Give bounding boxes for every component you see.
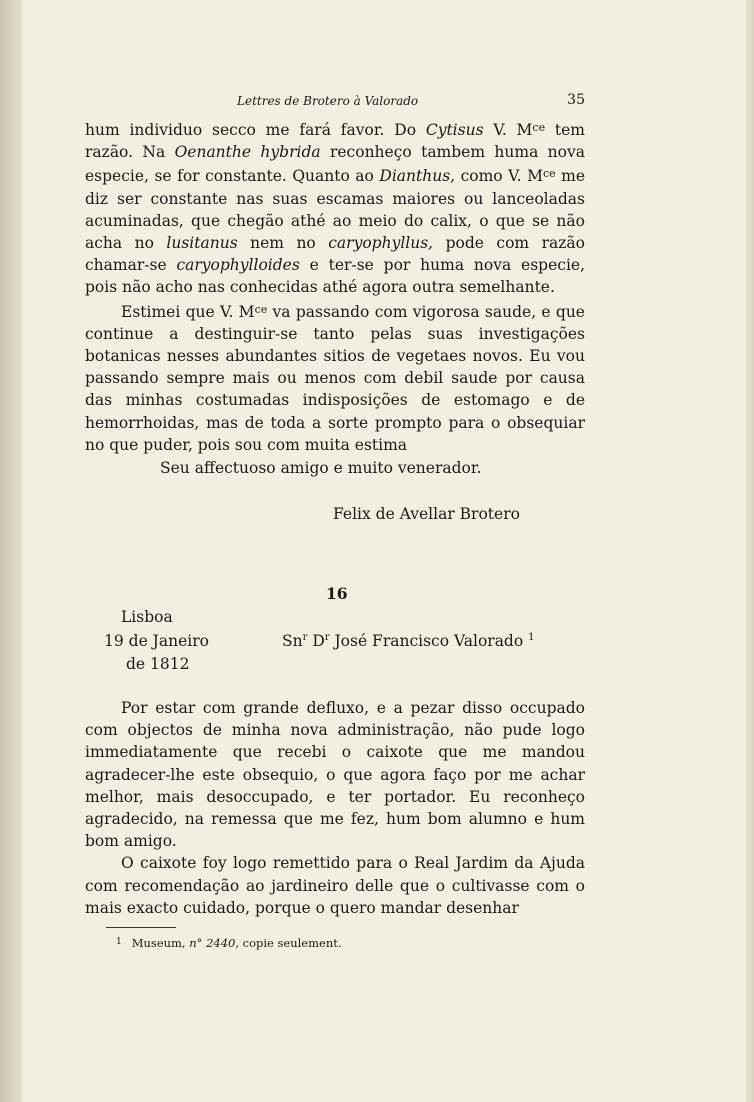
page-number: 35 (567, 92, 585, 108)
recipient-footnote-ref: 1 (528, 632, 535, 643)
footnote-number: 1 (116, 937, 122, 947)
letter-15-body (85, 117, 585, 456)
text-run: me diz ser constante nas suas escamas maiores ou lanceoladas acuminadas, que chegão athé ao meio do calix, o que se não acha no (85, 167, 586, 253)
letter-16-paragraph-1: Por estar com grande defluxo, e a pezar disso occupado com objectos de minha nova administração, não pude logo immediatamente que recebi o caixote que me mandou agradecer-lhe este obsequio, o que agora faço por me achar melhor, mais desoccupado, e ter portador. Eu reconheço agradecido, na remessa que me fez, hum bom alumno e hum bom amigo. (85, 699, 585, 851)
text-run: e ter-se por huma nova especie, pois não acho nas conhecidas athé agora outra semelhante. (85, 256, 585, 297)
letter-recipient (282, 632, 535, 650)
recipient-title-2: D (307, 632, 325, 651)
letter-date-day: 19 de Janeiro (104, 632, 209, 650)
italic-term: lusitanus (166, 234, 238, 253)
recipient-title-1-sup: r (302, 632, 308, 643)
text-run: reconheço tambem huma nova especie, se for constante. Quanto ao (85, 143, 585, 186)
footnote-no: n° (189, 936, 203, 950)
text-run: V. M (483, 121, 533, 139)
header-title: Lettres de Brotero à Valorado (237, 94, 419, 108)
running-header (237, 92, 585, 112)
text-run: tem razão. Na (85, 121, 585, 162)
superscript-abbrev: ce (254, 302, 268, 316)
letter-closing: Seu affectuoso amigo e muito venerador. (160, 459, 482, 477)
italic-term: Oenanthe hybrida (174, 143, 321, 162)
letter-date-year: de 1812 (126, 655, 190, 673)
footnote-num: 2440, (202, 936, 239, 950)
page-right-edge (746, 0, 754, 1102)
footnote-text-prefix: Museum, (131, 936, 190, 950)
recipient-name: José Francisco Valorado (329, 632, 524, 651)
text-run: como V. M (455, 167, 543, 186)
letter-16-body (85, 697, 585, 919)
footnote-rule (106, 927, 176, 928)
recipient-title-2-sup: r (324, 632, 330, 643)
italic-term: caryophylloides (176, 256, 300, 275)
text-run: nem no (237, 234, 329, 253)
text-run: hum individuo secco me fará favor. Do (85, 121, 426, 139)
italic-term: caryophyllus, (328, 234, 434, 253)
footnote (116, 936, 342, 950)
letter-number: 16 (326, 584, 348, 603)
superscript-abbrev: ce (532, 121, 546, 134)
italic-term: Cytisus (425, 121, 484, 139)
letter-15-paragraph-1 (85, 117, 585, 299)
letter-16-paragraph-2: O caixote foy logo remettido para o Real Jardim da Ajuda com recomendação ao jardineiro delle que o cultivasse com o mais exacto cuidado, porque o quero mandar desenhar (85, 854, 585, 917)
text-run: pode com razão chamar-se (85, 234, 585, 275)
superscript-abbrev: ce (542, 167, 556, 181)
letter-15-paragraph-2 (85, 299, 585, 456)
text-run: Estimei que V. M (121, 302, 255, 321)
footnote-text-suffix: copie seulement. (239, 936, 342, 950)
page-binding-edge (0, 0, 22, 1102)
signature: Felix de Avellar Brotero (333, 505, 520, 523)
text-run: va passando com vigorosa saude, e que continue a destinguir-se tanto pelas suas investigações botanicas nesses abundantes sitios de vegetaes novos. Eu vou passando sempre mais ou menos com debil saude por causa das minhas costumadas indisposições de estomago e de hemorrhoidas, mas de toda a sorte prompto para o obsequiar no que puder, pois sou com muita estima (85, 302, 585, 454)
letter-place: Lisboa (121, 608, 173, 626)
italic-term: Dianthus, (379, 167, 456, 186)
recipient-title-1: Sn (282, 632, 303, 651)
